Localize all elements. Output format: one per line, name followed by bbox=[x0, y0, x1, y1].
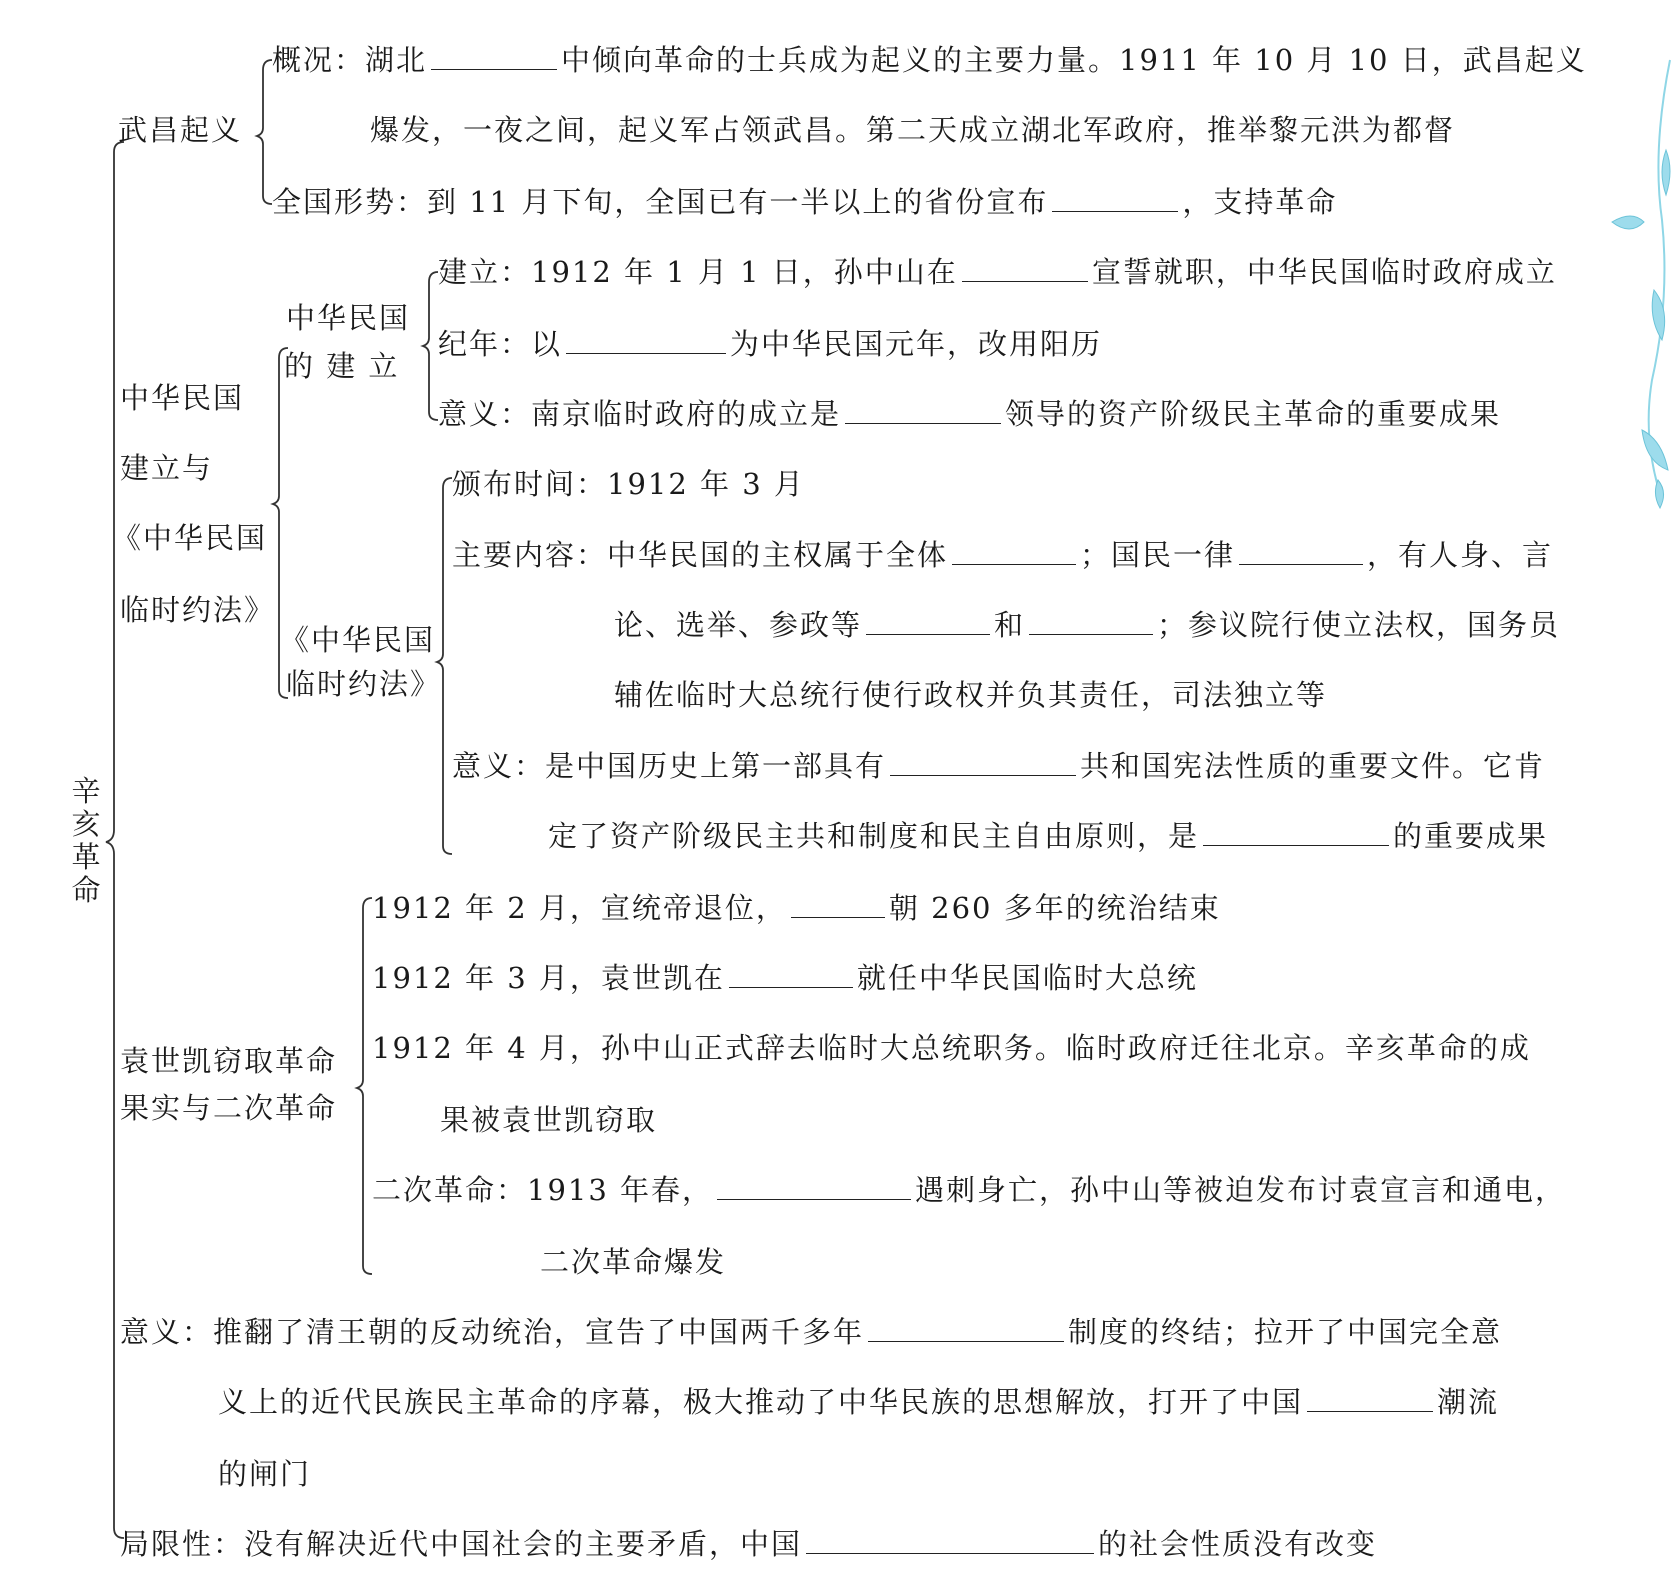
yuan-label-1: 袁世凯窃取革命 bbox=[120, 1044, 338, 1078]
roc-label-2: 建立与 bbox=[120, 451, 214, 485]
yuan-item-3: 1912 年 4 月，孙中山正式辞去临时大总统职务。临时政府迁往北京。辛亥革命的成 bbox=[372, 1031, 1531, 1065]
blank[interactable] bbox=[952, 538, 1076, 565]
blank[interactable] bbox=[866, 608, 990, 635]
yuan-label-2: 果实与二次革命 bbox=[120, 1091, 338, 1125]
founding-meaning: 意义：南京临时政府的成立是 领导的资产阶级民主革命的重要成果 bbox=[438, 397, 1502, 431]
yuan-second-revolution-line2: 二次革命爆发 bbox=[540, 1245, 727, 1279]
roc-label-1: 中华民国 bbox=[120, 381, 245, 415]
blank[interactable] bbox=[566, 327, 726, 354]
yuan-item-1: 1912 年 2 月，宣统帝退位， 朝 260 多年的统治结束 bbox=[372, 891, 1221, 925]
significance: 意义：推翻了清王朝的反动统治，宣告了中国两千多年 制度的终结；拉开了中国完全意 bbox=[120, 1315, 1503, 1349]
blank[interactable] bbox=[1029, 608, 1153, 635]
constitution-meaning-line2: 定了资产阶级民主共和制度和民主自由原则，是 的重要成果 bbox=[548, 819, 1549, 853]
founding-bracket bbox=[423, 272, 438, 420]
blank[interactable] bbox=[729, 961, 853, 988]
blank[interactable] bbox=[1307, 1385, 1433, 1412]
founding-establish: 建立：1912 年 1 月 1 日，孙中山在 宣誓就职，中华民国临时政府成立 bbox=[438, 255, 1557, 289]
yuan-second-revolution: 二次革命：1913 年春， 遇刺身亡，孙中山等被迫发布讨袁宣言和通电， bbox=[372, 1173, 1567, 1207]
wuchang-overview: 概况：湖北 中倾向革命的士兵成为起义的主要力量。1911 年 10 月 10 日，武昌起义 bbox=[272, 43, 1587, 77]
yuan-item-3-line2: 果被袁世凯窃取 bbox=[440, 1103, 658, 1137]
founding-label-2: 的 建 立 bbox=[284, 349, 400, 383]
constitution-content: 主要内容：中华民国的主权属于全体 ；国民一律 ，有人身、言 bbox=[452, 538, 1554, 572]
blank[interactable] bbox=[868, 1315, 1064, 1342]
wuchang-overview-line2: 爆发，一夜之间，起义军占领武昌。第二天成立湖北军政府，推举黎元洪为都督 bbox=[370, 113, 1456, 147]
founding-calendar: 纪年：以 为中华民国元年，改用阳历 bbox=[438, 327, 1103, 361]
constitution-label-1: 《中华民国 bbox=[280, 623, 436, 657]
blank[interactable] bbox=[717, 1173, 911, 1200]
yuan-bracket bbox=[357, 898, 372, 1274]
wuchang-national: 全国形势：到 11 月下旬，全国已有一半以上的省份宣布 ，支持革命 bbox=[272, 185, 1338, 219]
vine-decoration bbox=[1582, 0, 1672, 520]
roc-label-3: 《中华民国 bbox=[112, 521, 268, 555]
significance-line2: 义上的近代民族民主革命的序幕，极大推动了中华民族的思想解放，打开了中国 潮流 bbox=[218, 1385, 1500, 1419]
wuchang-label: 武昌起义 bbox=[118, 113, 243, 147]
blank[interactable] bbox=[431, 43, 557, 70]
blank[interactable] bbox=[806, 1527, 1094, 1554]
blank[interactable] bbox=[1203, 819, 1389, 846]
yuan-item-2: 1912 年 3 月，袁世凯在 就任中华民国临时大总统 bbox=[372, 961, 1198, 995]
blank[interactable] bbox=[1239, 538, 1363, 565]
blank[interactable] bbox=[962, 255, 1088, 282]
limitation: 局限性：没有解决近代中国社会的主要矛盾，中国 的社会性质没有改变 bbox=[120, 1527, 1378, 1561]
constitution-label-2: 临时约法》 bbox=[286, 667, 442, 701]
constitution-meaning: 意义：是中国历史上第一部具有 共和国宪法性质的重要文件。它肯 bbox=[452, 749, 1546, 783]
root-title: 辛亥革命 bbox=[71, 774, 101, 907]
roc-label-4: 临时约法》 bbox=[120, 593, 276, 627]
constitution-time: 颁布时间：1912 年 3 月 bbox=[452, 467, 805, 501]
constitution-content-line3: 辅佐临时大总统行使行政权并负其责任，司法独立等 bbox=[614, 678, 1328, 712]
blank[interactable] bbox=[791, 891, 885, 918]
wuchang-bracket bbox=[257, 60, 272, 204]
blank[interactable] bbox=[890, 749, 1076, 776]
constitution-content-line2: 论、选举、参政等 和 ；参议院行使立法权，国务员 bbox=[614, 608, 1561, 642]
significance-line3: 的闸门 bbox=[218, 1457, 312, 1491]
founding-label-1: 中华民国 bbox=[286, 301, 411, 335]
blank[interactable] bbox=[1052, 185, 1178, 212]
blank[interactable] bbox=[845, 397, 1001, 424]
